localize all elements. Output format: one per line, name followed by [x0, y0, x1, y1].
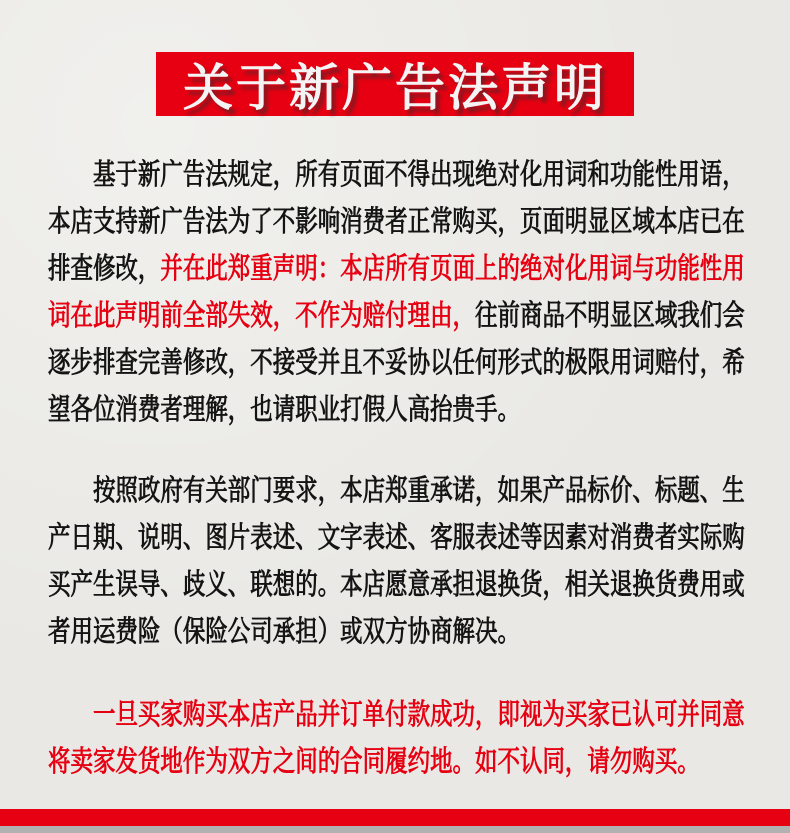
text-segment: 本店支持新广告法为了不影响消费者正常购买，页面明显区域本店已在	[48, 206, 745, 238]
text-segment: 逐步排查完善修改，不接受并且不妥协以任何形式的极限用词赔付，希	[48, 347, 745, 379]
text-line	[48, 293, 745, 340]
text-segment-red: 词在此声明前全部失效，不作为赔付理由，	[48, 300, 476, 332]
text-segment: 望各位消费者理解，也请职业打假人高抬贵手。	[48, 394, 520, 426]
text-segment: 往前商品不明显区域我们会	[475, 300, 745, 332]
title-banner	[156, 52, 634, 116]
text-line	[48, 515, 745, 562]
text-segment: 者用运费险（保险公司承担）或双方协商解决。	[48, 616, 520, 648]
text-segment-red: 将卖家发货地作为双方之间的合同履约地。如不认同，请勿购买。	[48, 746, 700, 778]
text-segment: 基于新广告法规定，所有页面不得出现绝对化用词和功能性用语，	[92, 159, 745, 191]
text-segment: 排查修改，	[48, 253, 161, 285]
paragraph-purchase-agreement	[48, 692, 745, 786]
text-line	[48, 692, 745, 739]
text-segment: 按照政府有关部门要求，本店郑重承诺，如果产品标价、标题、生	[92, 475, 745, 507]
text-line	[48, 609, 586, 656]
bottom-bar	[0, 809, 790, 833]
page-title: 关于新广告法声明	[183, 60, 607, 116]
text-line	[48, 340, 745, 387]
bottom-gray-edge	[0, 826, 790, 833]
text-line	[48, 199, 745, 246]
text-line	[48, 739, 700, 786]
bottom-red-strip	[0, 809, 790, 826]
text-segment: 产日期、说明、图片表述、文字表述、客服表述等因素对消费者实际购	[48, 522, 745, 554]
text-line	[48, 468, 745, 515]
text-line	[48, 246, 745, 293]
text-segment-red: 并在此郑重声明：本店所有页面上的绝对化用词与功能性用	[160, 253, 745, 285]
text-line	[48, 387, 586, 434]
text-segment: 买产生误导、歧义、联想的。本店愿意承担退换货，相关退换货费用或	[48, 569, 745, 601]
text-line	[48, 562, 745, 609]
content	[0, 116, 790, 786]
paragraph-new-ad-law	[48, 152, 745, 434]
text-segment-red: 一旦买家购买本店产品并订单付款成功，即视为买家已认可并同意	[92, 699, 745, 731]
text-line	[48, 152, 745, 199]
paragraph-government-commitment	[48, 468, 745, 656]
